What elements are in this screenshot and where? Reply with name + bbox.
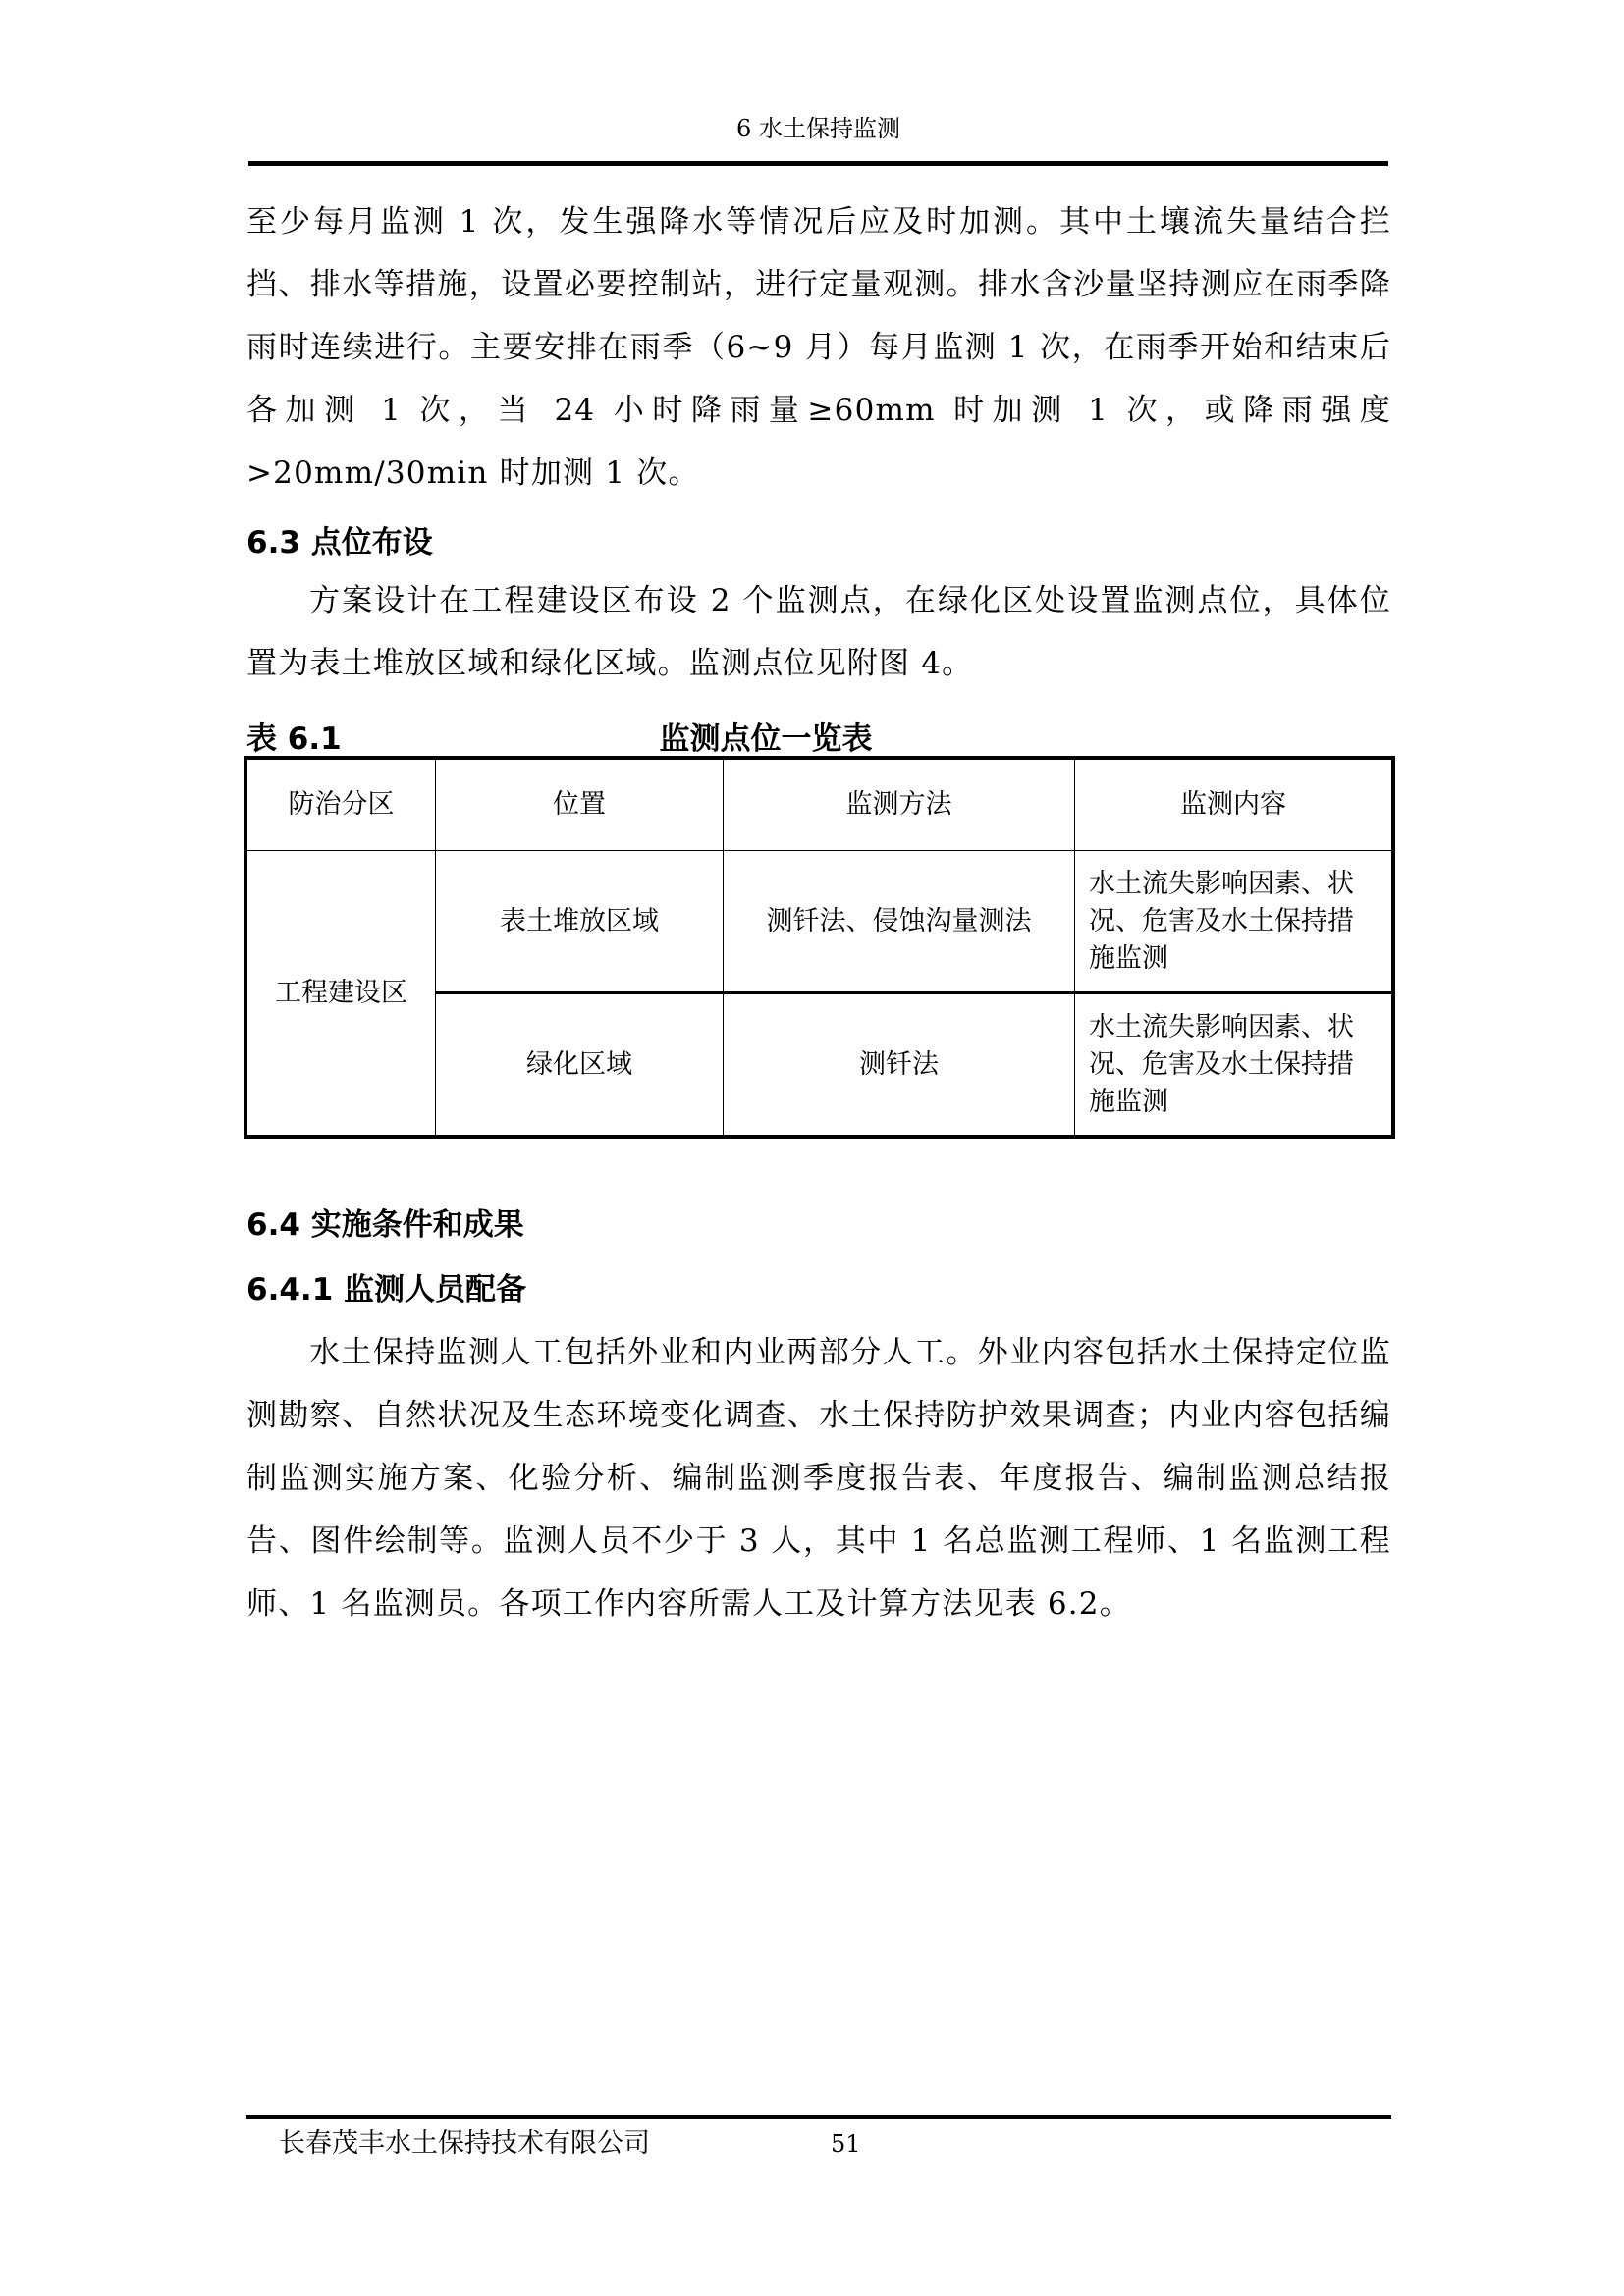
section-heading-6-3: 6.3 点位布设 xyxy=(246,525,433,561)
table-header-row xyxy=(245,758,1393,851)
table-row xyxy=(245,851,1393,993)
column-header: 防治分区 xyxy=(245,758,436,851)
section-heading-6-4: 6.4 实施条件和成果 xyxy=(246,1207,524,1243)
section-heading-6-4-1: 6.4.1 监测人员配备 xyxy=(246,1272,527,1308)
location-cell: 表土堆放区域 xyxy=(436,851,724,993)
zone-cell: 工程建设区 xyxy=(245,851,436,1138)
location-cell: 绿化区域 xyxy=(436,993,724,1138)
footer-company-name: 长春茂丰水土保持技术有限公司 xyxy=(279,2128,650,2159)
page-number: 51 xyxy=(831,2130,861,2158)
paragraph-point-layout: 方案设计在工程建设区布设 2 个监测点，在绿化区处设置监测点位，具体位置为表土堆放区域和绿化区域。监测点位见附图 4。 xyxy=(246,583,1391,681)
column-header: 位置 xyxy=(436,758,724,851)
table-label: 表 6.1 xyxy=(246,721,342,757)
content-cell: 水土流失影响因素、状况、危害及水土保持措施监测 xyxy=(1075,851,1393,993)
content-cell: 水土流失影响因素、状况、危害及水土保持措施监测 xyxy=(1075,993,1393,1138)
footer-rule xyxy=(246,2115,1391,2119)
header-rule xyxy=(248,161,1388,166)
running-header: 6 水土保持监测 xyxy=(736,115,900,142)
method-cell: 测钎法、侵蚀沟量测法 xyxy=(723,851,1074,993)
method-cell: 测钎法 xyxy=(723,993,1074,1138)
monitoring-points-table xyxy=(244,756,1395,1139)
column-header: 监测方法 xyxy=(723,758,1074,851)
column-header: 监测内容 xyxy=(1075,758,1393,851)
paragraph-staffing: 水土保持监测人工包括外业和内业两部分人工。外业内容包括水土保持定位监测勘察、自然状况及生态环境变化调查、水土保持防护效果调查；内业内容包括编制监测实施方案、化验分析、编制监测季度报告表、年度报告、编制监测总结报告、图件绘制等。监测人员不少于 3 人，其中 1 名总监测工程师、1 名监测工程师、1 名监测员。各项工作内容所需人工及计算方法见表 6.2。 xyxy=(246,1335,1391,1622)
table-title: 监测点位一览表 xyxy=(659,721,873,757)
paragraph-monitoring-frequency: 至少每月监测 1 次，发生强降水等情况后应及时加测。其中土壤流失量结合拦挡、排水等措施，设置必要控制站，进行定量观测。排水含沙量坚持测应在雨季降雨时连续进行。主要安排在雨季（6~9 月）每月监测 1 次，在雨季开始和结束后各加测 1 次，当 24 小时降雨量≥60mm 时加测 1 次，或降雨强度>20mm/30min 时加测 1 次。 xyxy=(246,204,1391,491)
